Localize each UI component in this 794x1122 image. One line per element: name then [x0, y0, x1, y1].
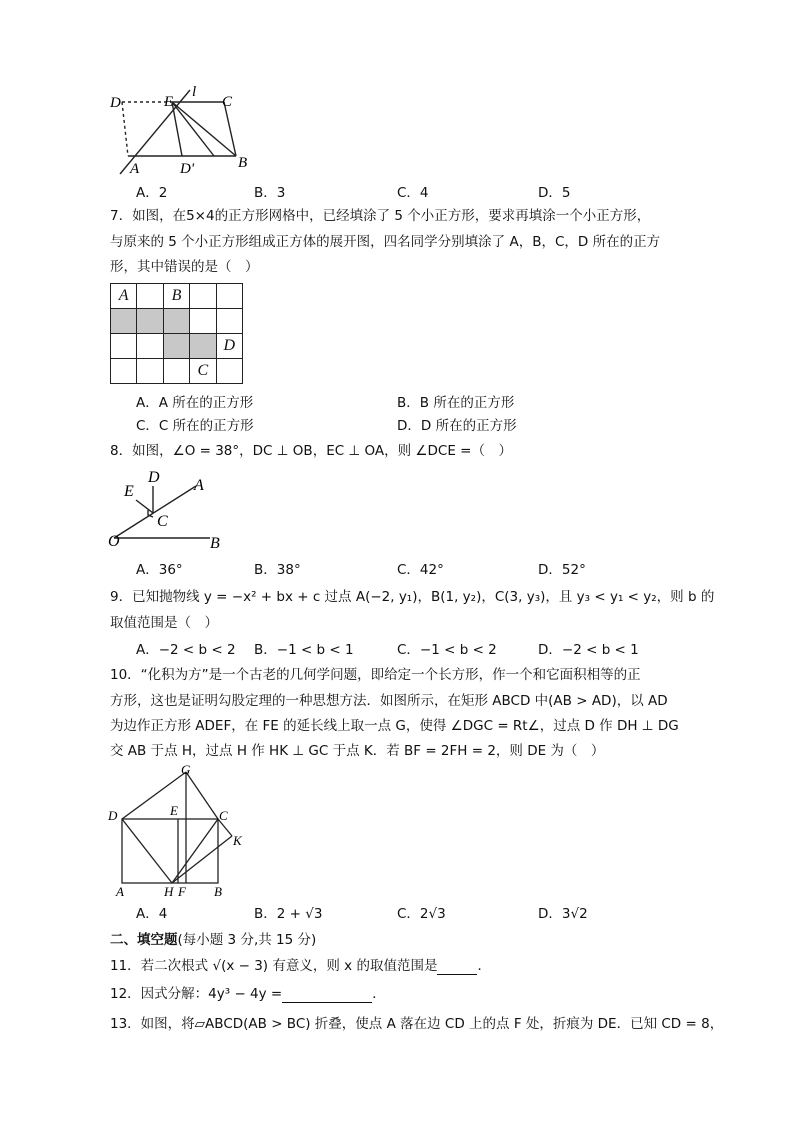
q10-line-2: 方形，这也是证明勾股定理的一种思想方法．如图所示，在矩形 ABCD 中(AB > AD)，以 AD [110, 693, 668, 709]
label-C: C [222, 94, 233, 110]
q10-option-a[interactable]: A．4 [136, 906, 168, 922]
q10-option-d[interactable]: D．3√2 [538, 906, 588, 922]
q8-option-b[interactable]: B．38° [254, 562, 301, 578]
q6-option-b[interactable]: B．3 [254, 185, 286, 201]
q7-option-b[interactable]: B．B 所在的正方形 [397, 395, 515, 411]
q6-option-c[interactable]: C．4 [397, 185, 429, 201]
q11-answer-blank[interactable] [437, 960, 477, 975]
label-A: A [194, 477, 204, 494]
label-A: A [116, 884, 124, 898]
q7-line-3: 形，其中错误的是（ ） [110, 259, 259, 275]
q11 [110, 957, 491, 975]
q13-text: 13．如图，将▱ABCD(AB > BC) 折叠，使点 A 落在边 CD 上的点 F 处，折痕为 DE．已知 CD = 8， [110, 1016, 724, 1032]
label-B: B [238, 155, 248, 171]
q10-line-1: 10．“化积为方”是一个古老的几何学问题，即给定一个长方形，作一个和它面积相等的正 [110, 667, 641, 683]
q12 [110, 985, 386, 1003]
q10-line-3: 为边作正方形 ADEF，在 FE 的延长线上取一点 G，使得 ∠DGC = Rt∠，过点 D 作 DH ⊥ DG [110, 718, 679, 734]
label-D: D [148, 469, 160, 486]
label-O: O [108, 533, 120, 550]
label-E: E [164, 94, 174, 110]
section-note: (每小题 3 分,共 15 分) [177, 932, 317, 948]
q9-option-c[interactable]: C．−1 < b < 2 [397, 642, 497, 658]
label-D: D [110, 95, 121, 111]
grid-cell-D: D [216, 334, 242, 359]
label-H: H [164, 884, 174, 898]
q8-text: 8．如图，∠O = 38°，DC ⊥ OB，EC ⊥ OA，则 ∠DCE =（ ） [110, 443, 512, 459]
q10-option-c[interactable]: C．2√3 [397, 906, 446, 922]
q9-line-1: 9．已知抛物线 y = −x² + bx + c 过点 A(−2, y₁)，B(1, y₂)，C(3, y₃)，且 y₃ < y₁ < y₂，则 b 的 [110, 589, 715, 605]
label-B: B [210, 535, 220, 552]
label-B: B [214, 884, 222, 898]
label-E: E [124, 483, 134, 500]
label-K: K [233, 833, 242, 848]
q8-option-d[interactable]: D．52° [538, 562, 586, 578]
q7-line-2: 与原来的 5 个小正方形组成正方体的展开图，四名同学分别填涂了 A，B，C，D 所在的正方 [110, 234, 661, 250]
q7-option-d[interactable]: D．D 所在的正方形 [397, 418, 517, 434]
q12-text: 12．因式分解：4y³ − 4y = [110, 986, 283, 1002]
section-title: 二、填空题 [110, 932, 178, 948]
label-Dprime: D' [180, 161, 195, 176]
q7-line-1: 7．如图，在5×4的正方形网格中，已经填涂了 5 个小正方形，要求再填涂一个小正方形， [110, 208, 651, 224]
q9-line-2: 取值范围是（ ） [110, 615, 218, 631]
label-C: C [157, 513, 168, 530]
label-G: G [181, 762, 191, 777]
section-heading [110, 931, 316, 949]
label-F: F [178, 884, 186, 898]
q7-option-a[interactable]: A．A 所在的正方形 [136, 395, 254, 411]
q9-option-a[interactable]: A．−2 < b < 2 [136, 642, 236, 658]
q12-end: ． [372, 986, 386, 1002]
q10-figure [104, 762, 254, 898]
q6-option-d[interactable]: D．5 [538, 185, 571, 201]
q6-option-a[interactable]: A．2 [136, 185, 168, 201]
grid-cell-A: A [111, 284, 137, 309]
grid-cell-B: B [163, 284, 189, 309]
q9-option-d[interactable]: D．−2 < b < 1 [538, 642, 639, 658]
label-C: C [219, 808, 228, 823]
q8-option-a[interactable]: A．36° [136, 562, 183, 578]
label-D: D [108, 808, 118, 823]
q12-answer-blank[interactable] [282, 988, 372, 1003]
q10-line-4: 交 AB 于点 H，过点 H 作 HK ⊥ GC 于点 K．若 BF = 2FH = 2，则 DE 为（ ） [110, 743, 605, 759]
label-E: E [170, 803, 178, 818]
q6-figure [106, 84, 256, 176]
q11-text: 11．若二次根式 √(x − 3) 有意义，则 x 的取值范围是 [110, 958, 438, 974]
grid-cell-C: C [190, 359, 216, 384]
q9-option-b[interactable]: B．−1 < b < 1 [254, 642, 354, 658]
q7-grid [110, 283, 243, 384]
q11-end: ． [477, 958, 491, 974]
label-l: l [192, 84, 197, 100]
label-A: A [130, 161, 140, 176]
q10-option-b[interactable]: B．2 + √3 [254, 906, 323, 922]
q7-option-c[interactable]: C．C 所在的正方形 [136, 418, 254, 434]
q8-figure [106, 466, 236, 554]
q8-option-c[interactable]: C．42° [397, 562, 444, 578]
